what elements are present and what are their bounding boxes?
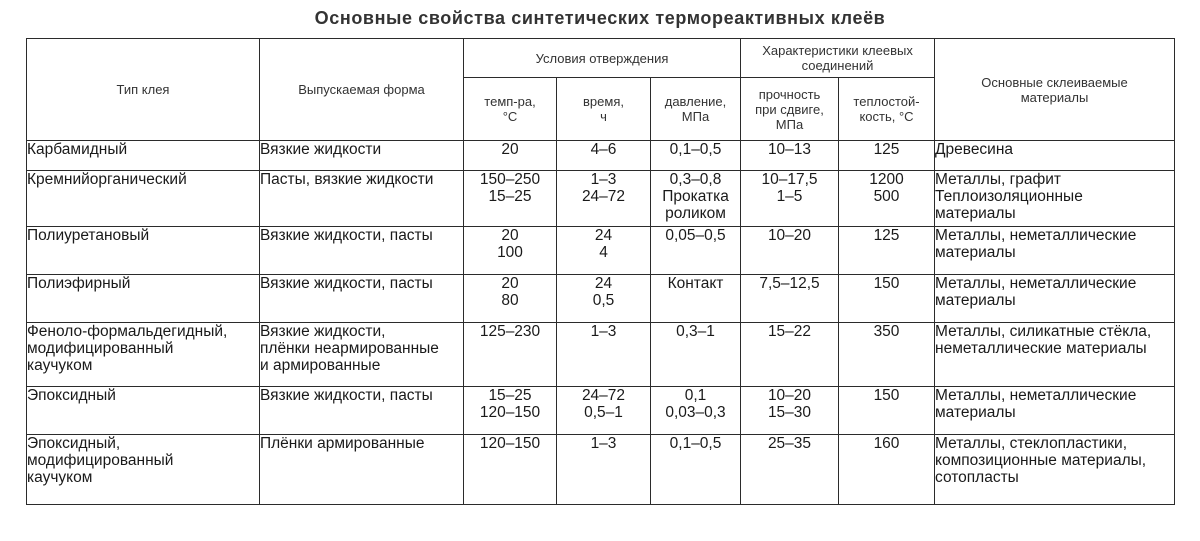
cell-line: 350	[873, 323, 900, 340]
cell-temp	[464, 435, 557, 505]
cell-line: композиционные материалы,	[935, 452, 1147, 469]
header-materials-line: Основные склеиваемые	[981, 74, 1128, 90]
cell-line: Вязкие жидкости, пасты	[260, 227, 433, 244]
cell-line: 150–250	[479, 171, 541, 188]
header-materials-line: материалы	[1020, 89, 1089, 105]
header-strength-line: при сдвиге,	[755, 101, 824, 117]
cell-type	[27, 323, 260, 387]
cell-form	[260, 323, 464, 387]
cell-line: каучуком	[27, 469, 93, 486]
cell-line: 10–13	[767, 141, 812, 158]
cell-line: 24	[594, 275, 613, 292]
cell-pressure	[651, 275, 741, 323]
header-heat-line: теплостой-	[853, 94, 920, 109]
cell-line: 125–230	[479, 323, 541, 340]
header-pressure-line: МПа	[681, 109, 710, 124]
cell-line: 25–35	[767, 435, 812, 452]
header-strength-line: МПа	[775, 116, 804, 132]
cell-pressure	[651, 387, 741, 435]
cell-form	[260, 141, 464, 171]
header-strength-line: прочность	[758, 86, 821, 102]
cell-time	[557, 141, 651, 171]
table-row	[27, 171, 1175, 227]
cell-line: 150	[873, 275, 900, 292]
cell-line: модифицированный	[27, 452, 174, 469]
cell-line: роликом	[665, 205, 726, 222]
cell-strength	[741, 435, 839, 505]
cell-line: Вязкие жидкости	[260, 141, 382, 158]
cell-line: 0,03–0,3	[665, 404, 726, 421]
cell-temp	[464, 275, 557, 323]
cell-form	[260, 275, 464, 323]
table-row	[27, 275, 1175, 323]
cell-line: материалы	[935, 205, 1016, 222]
cell-time	[557, 227, 651, 275]
cell-line: Пасты, вязкие жидкости	[260, 171, 434, 188]
cell-materials	[935, 275, 1175, 323]
cell-materials	[935, 323, 1175, 387]
cell-materials	[935, 141, 1175, 171]
cell-line: неметаллические материалы	[935, 340, 1147, 357]
cell-line: Металлы, неметаллические	[935, 275, 1137, 292]
cell-temp	[464, 171, 557, 227]
cell-pressure	[651, 171, 741, 227]
header-heat-line: кость, °С	[859, 109, 914, 124]
cell-line: 80	[501, 292, 519, 309]
cell-line: материалы	[935, 404, 1016, 421]
cell-strength	[741, 171, 839, 227]
cell-heat	[839, 387, 935, 435]
table-row	[27, 227, 1175, 275]
cell-line: 15–25	[488, 188, 532, 205]
cell-line: 15–22	[767, 323, 812, 340]
cell-form	[260, 387, 464, 435]
cell-heat	[839, 171, 935, 227]
table-row	[27, 323, 1175, 387]
cell-line: Металлы, стеклопластики,	[935, 435, 1127, 452]
cell-line: 125	[873, 141, 900, 158]
cell-line: 20	[501, 227, 519, 244]
cell-pressure	[651, 435, 741, 505]
cell-time	[557, 387, 651, 435]
cell-line: 100	[497, 244, 523, 261]
cell-line: и армированные	[260, 357, 381, 374]
cell-line: 1–3	[590, 171, 617, 188]
cell-temp	[464, 323, 557, 387]
cell-heat	[839, 435, 935, 505]
cell-line: Древесина	[935, 141, 1014, 158]
header-joint-line: Характеристики клеевых	[762, 43, 913, 58]
header-curing: Условия отверждения	[464, 39, 741, 78]
cell-strength	[741, 141, 839, 171]
cell-pressure	[651, 323, 741, 387]
cell-type	[27, 227, 260, 275]
cell-line: Металлы, неметаллические	[935, 227, 1137, 244]
cell-type	[27, 387, 260, 435]
cell-pressure	[651, 141, 741, 171]
cell-heat	[839, 141, 935, 171]
cell-line: модифицированный	[27, 340, 174, 357]
cell-line: 160	[873, 435, 900, 452]
cell-line: 0,05–0,5	[665, 227, 726, 244]
cell-line: Кремнийорганический	[27, 171, 187, 188]
cell-line: Вязкие жидкости, пасты	[260, 387, 433, 404]
cell-line: Плёнки армированные	[260, 435, 425, 452]
cell-materials	[935, 227, 1175, 275]
cell-line: Металлы, графит	[935, 171, 1061, 188]
cell-line: сотопласты	[935, 469, 1019, 486]
cell-type	[27, 171, 260, 227]
cell-line: Полиэфирный	[27, 275, 131, 292]
cell-materials	[935, 387, 1175, 435]
properties-table	[26, 38, 1175, 505]
header-time	[557, 78, 651, 141]
header-joint-line: соединений	[801, 58, 874, 73]
cell-type	[27, 141, 260, 171]
cell-temp	[464, 227, 557, 275]
cell-line: 7,5–12,5	[759, 275, 820, 292]
cell-line: 0,5–1	[584, 404, 623, 421]
cell-line: 0,3–0,8	[669, 171, 722, 188]
cell-line: Теплоизоляционные	[935, 188, 1083, 205]
cell-line: 120–150	[479, 435, 541, 452]
cell-strength	[741, 227, 839, 275]
header-strength	[741, 78, 839, 141]
header-type: Тип клея	[27, 39, 260, 141]
header-time-line: время,	[583, 94, 624, 109]
cell-line: 1–3	[590, 435, 617, 452]
cell-line: 15–25	[488, 387, 532, 404]
cell-line: 0,1–0,5	[669, 141, 722, 158]
cell-line: 0,5	[592, 292, 615, 309]
cell-time	[557, 323, 651, 387]
cell-line: материалы	[935, 292, 1016, 309]
cell-line: Полиуретановый	[27, 227, 150, 244]
cell-line: 500	[873, 188, 900, 205]
cell-strength	[741, 323, 839, 387]
table-row	[27, 387, 1175, 435]
header-temp	[464, 78, 557, 141]
cell-line: Эпоксидный	[27, 387, 116, 404]
table-body	[27, 141, 1175, 505]
header-joint	[741, 39, 935, 78]
cell-line: 1–3	[590, 323, 617, 340]
cell-line: Феноло-формальдегидный,	[27, 323, 228, 340]
cell-line: Вязкие жидкости,	[260, 323, 386, 340]
cell-line: каучуком	[27, 357, 93, 374]
cell-heat	[839, 275, 935, 323]
cell-heat	[839, 227, 935, 275]
cell-line: 10–17,5	[761, 171, 818, 188]
cell-time	[557, 275, 651, 323]
cell-line: 4–6	[590, 141, 617, 158]
cell-line: 10–20	[767, 227, 812, 244]
cell-line: Металлы, силикатные стёкла,	[935, 323, 1152, 340]
cell-form	[260, 227, 464, 275]
cell-line: 1200	[869, 171, 904, 188]
cell-temp	[464, 141, 557, 171]
header-pressure	[651, 78, 741, 141]
cell-line: 4	[599, 244, 608, 261]
cell-line: материалы	[935, 244, 1016, 261]
cell-line: 24–72	[581, 387, 626, 404]
header-pressure-line: давление,	[664, 94, 727, 109]
cell-line: Контакт	[667, 275, 724, 292]
cell-temp	[464, 387, 557, 435]
cell-time	[557, 435, 651, 505]
cell-form	[260, 171, 464, 227]
cell-line: 125	[873, 227, 900, 244]
cell-line: 20	[501, 141, 519, 158]
table-row	[27, 141, 1175, 171]
header-form: Выпускаемая форма	[260, 39, 464, 141]
cell-line: 10–20	[767, 387, 812, 404]
cell-strength	[741, 275, 839, 323]
cell-line: 15–30	[767, 404, 812, 421]
table-row	[27, 435, 1175, 505]
cell-line: 1–5	[776, 188, 803, 205]
cell-materials	[935, 435, 1175, 505]
cell-line: 20	[501, 275, 519, 292]
header-time-line: ч	[600, 109, 607, 124]
cell-line: 24	[594, 227, 613, 244]
header-heat	[839, 78, 935, 141]
header-temp-line: темп-ра,	[484, 94, 536, 109]
cell-line: 0,1–0,5	[669, 435, 722, 452]
cell-pressure	[651, 227, 741, 275]
cell-strength	[741, 387, 839, 435]
cell-line: плёнки неармированные	[260, 340, 439, 357]
cell-type	[27, 435, 260, 505]
cell-line: 150	[873, 387, 900, 404]
header-materials	[935, 39, 1175, 141]
cell-form	[260, 435, 464, 505]
cell-line: 0,1	[684, 387, 707, 404]
page-title: Основные свойства синтетических термореактивных клеёв	[314, 8, 886, 28]
cell-line: Эпоксидный,	[27, 435, 121, 452]
header-temp-line: °С	[502, 109, 518, 124]
cell-line: Вязкие жидкости, пасты	[260, 275, 433, 292]
cell-time	[557, 171, 651, 227]
cell-line: 24–72	[581, 188, 626, 205]
cell-line: 120–150	[479, 404, 541, 421]
cell-line: Карбамидный	[27, 141, 128, 158]
cell-heat	[839, 323, 935, 387]
cell-type	[27, 275, 260, 323]
cell-line: Прокатка	[662, 188, 729, 205]
cell-line: Металлы, неметаллические	[935, 387, 1137, 404]
cell-materials	[935, 171, 1175, 227]
cell-line: 0,3–1	[676, 323, 715, 340]
